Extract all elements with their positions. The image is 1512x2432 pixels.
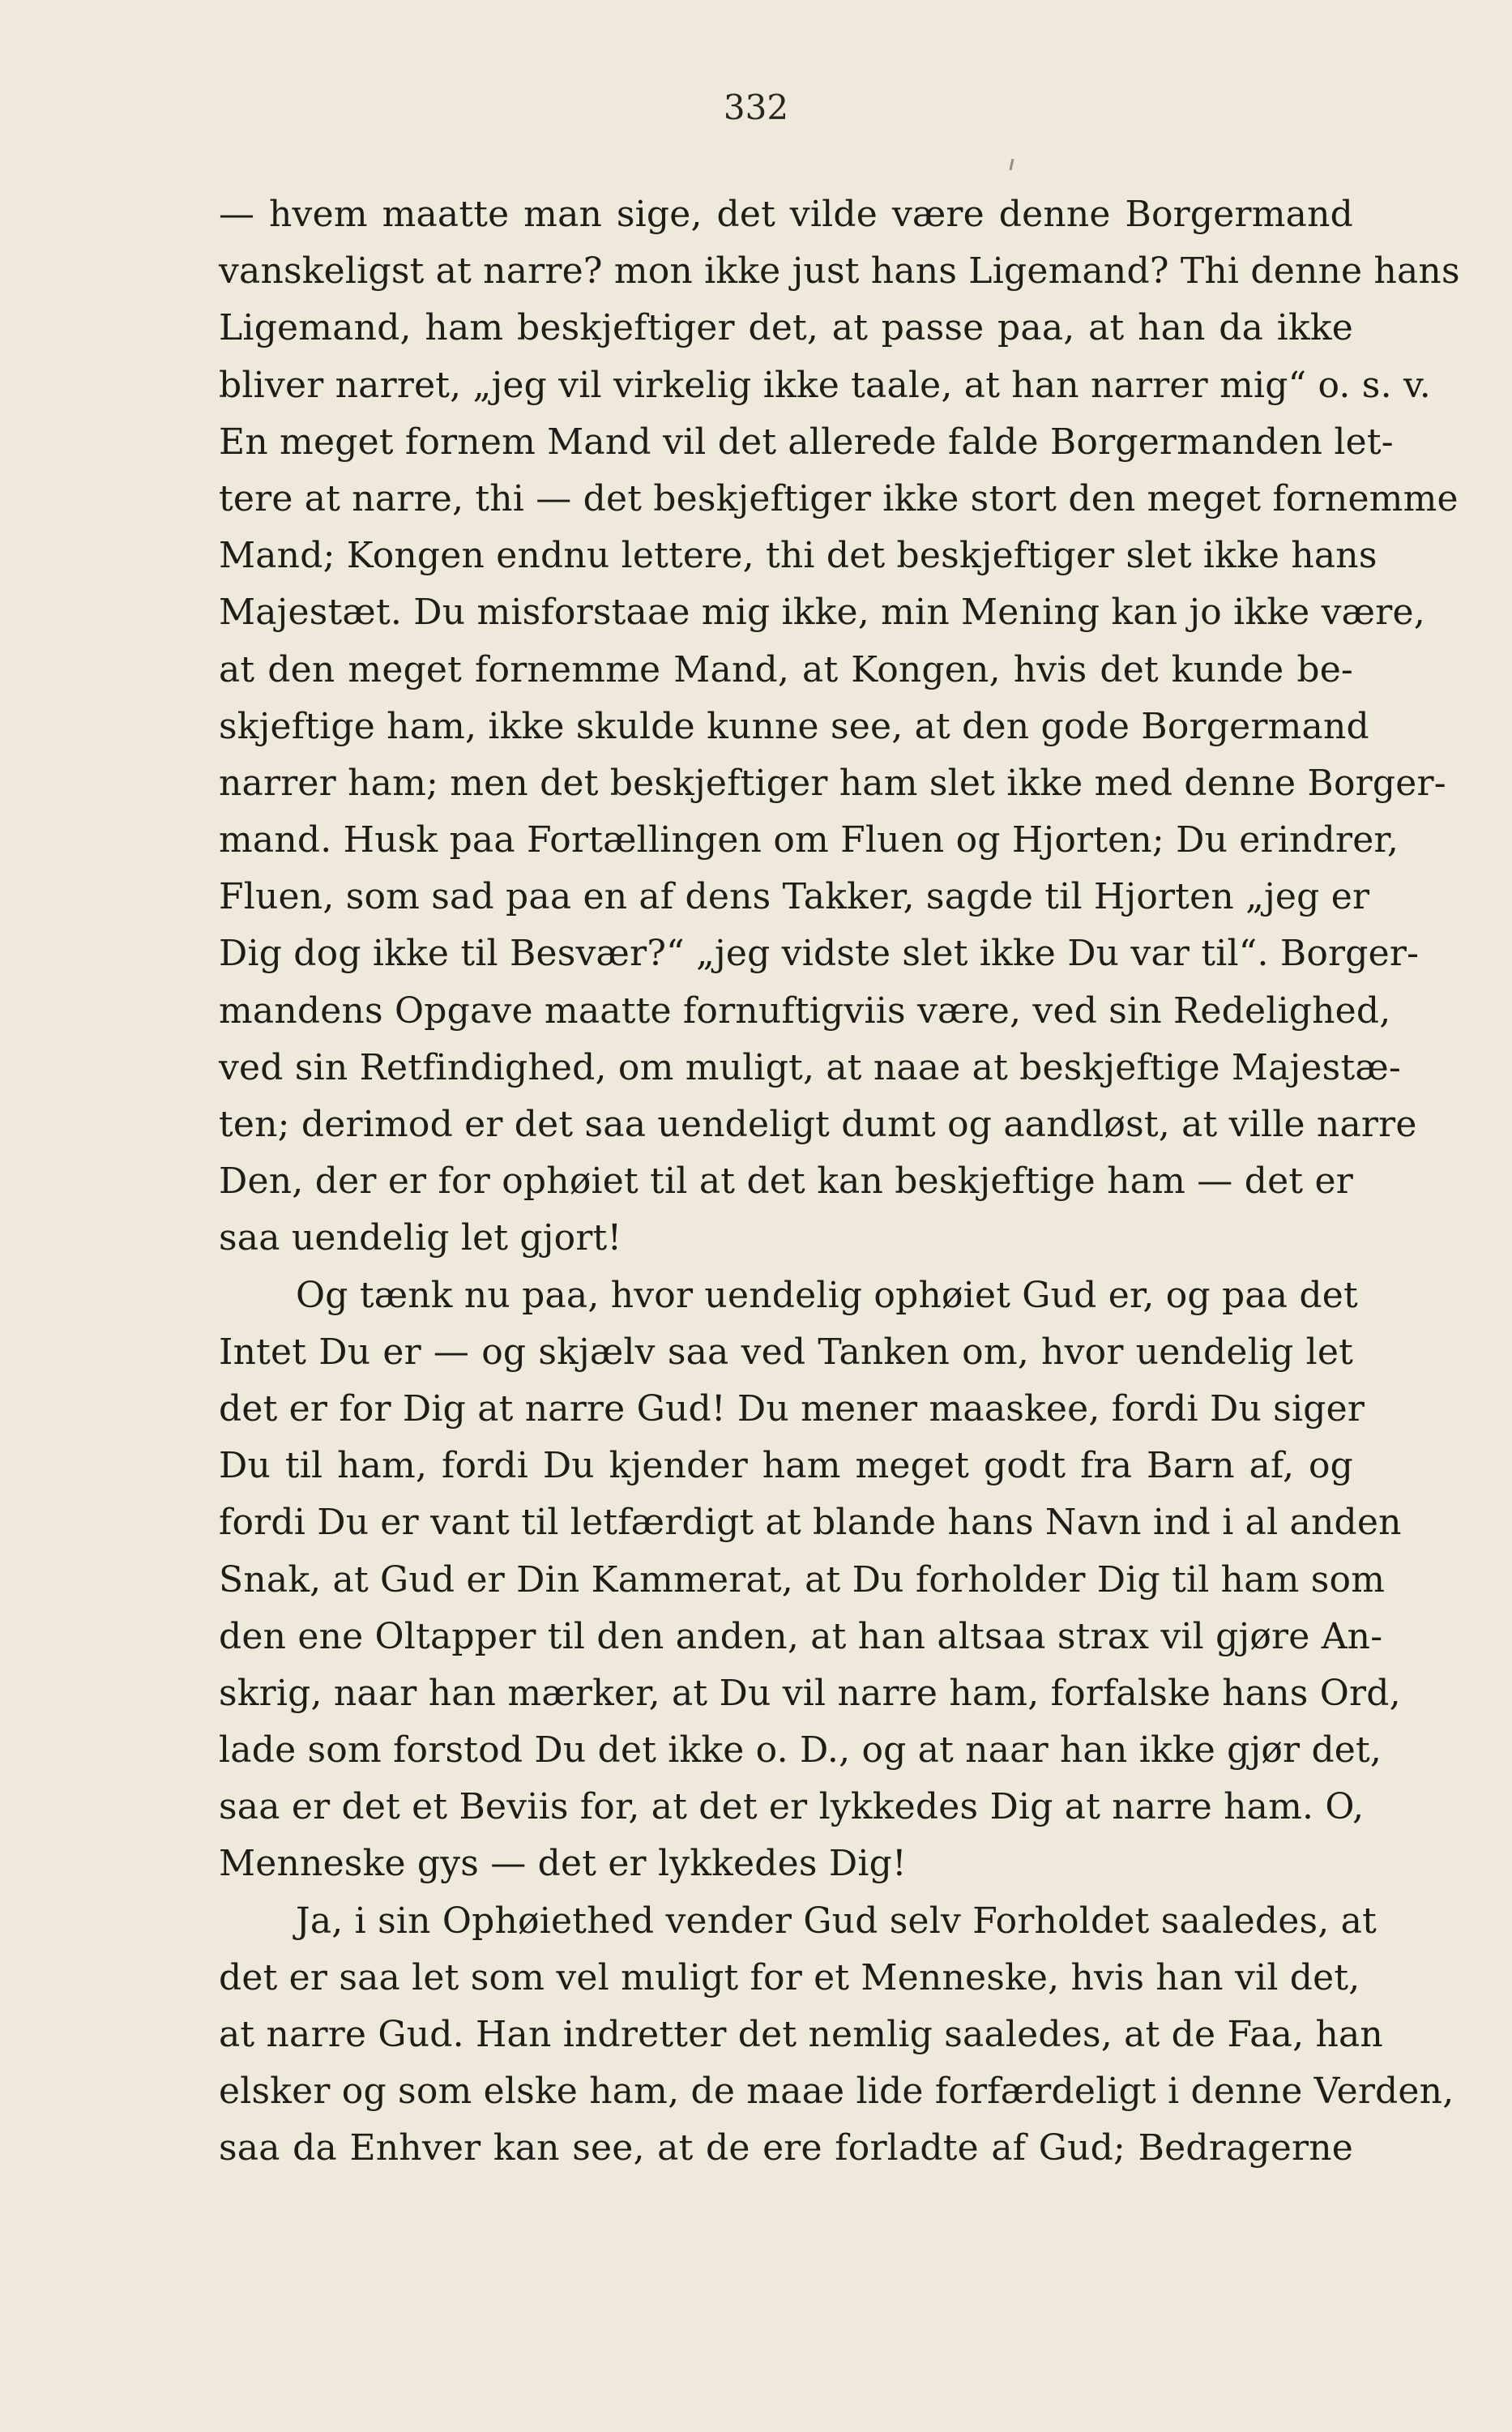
text-line: at narre Gud. Han indretter det nemlig saaledes, at de Faa, han xyxy=(219,2014,1383,2055)
text-line: Mand; Kongen endnu lettere, thi det beskjeftiger slet ikke hans xyxy=(219,535,1377,577)
text-line: Den, der er for ophøiet til at det kan beskjeftige ham — det er xyxy=(219,1160,1353,1203)
text-line: narrer ham; men det beskjeftiger ham slet ikke med denne Borger- xyxy=(219,762,1446,804)
text-line: lade som forstod Du det ikke o. D., og at naar han ikke gjør det, xyxy=(219,1729,1382,1772)
ink-mark xyxy=(1010,159,1014,170)
text-line: Snak, at Gud er Din Kammerat, at Du forholder Dig til ham som xyxy=(219,1558,1386,1601)
text-line: Majestæt. Du misforstaae mig ikke, min Mening kan jo ikke være, xyxy=(219,592,1425,634)
text-line: mandens Opgave maatte fornuftigviis være, ved sin Redelighed, xyxy=(219,989,1391,1032)
text-line: Fluen, som sad paa en af dens Takker, sagde til Hjorten „jeg er xyxy=(219,876,1370,918)
text-line: ten; derimod er det saa uendeligt dumt og aandløst, at ville narre xyxy=(219,1104,1417,1145)
text-line: bliver narret, „jeg vil virkelig ikke taale, at han narrer mig“ o. s. v. xyxy=(219,364,1431,406)
text-line: saa da Enhver kan see, at de ere forladte af Gud; Bedragerne xyxy=(219,2127,1353,2169)
text-line: elsker og som elske ham, de maae lide forfærdeligt i denne Verden, xyxy=(219,2071,1454,2113)
text-line: skrig, naar han mærker, at Du vil narre ham, forfalske hans Ord, xyxy=(219,1672,1401,1714)
text-line: den ene Oltapper til den anden, at han altsaa strax vil gjøre An- xyxy=(219,1615,1383,1657)
text-line: tere at narre, thi — det beskjeftiger ikke stort den meget fornemme xyxy=(219,477,1459,519)
paragraph-start-line: Og tænk nu paa, hvor uendelig ophøiet Gud er, og paa det xyxy=(296,1274,1358,1316)
text-line: Ligemand, ham beskjeftiger det, at passe paa, at han da ikke xyxy=(219,307,1353,349)
text-line: ved sin Retfindighed, om muligt, at naae at beskjeftige Majestæ- xyxy=(219,1046,1401,1088)
text-line: mand. Husk paa Fortællingen om Fluen og Hjorten; Du erindrer, xyxy=(219,819,1399,861)
text-line: Dig dog ikke til Besvær?“ „jeg vidste slet ikke Du var til“. Borger- xyxy=(219,933,1420,975)
body-text xyxy=(219,186,1460,2178)
text-line: Menneske gys — det er lykkedes Dig! xyxy=(219,1843,907,1885)
text-line: — hvem maatte man sige, det vilde være denne Borgermand xyxy=(219,194,1353,235)
text-line: saa uendelig let gjort! xyxy=(219,1217,622,1259)
page-number: 332 xyxy=(723,88,789,127)
paragraph-start-line: Ja, i sin Ophøiethed vender Gud selv Forholdet saaledes, at xyxy=(296,1900,1377,1942)
text-line: Intet Du er — og skjælv saa ved Tanken om, hvor uendelig let xyxy=(219,1331,1353,1373)
text-line: En meget fornem Mand vil det allerede falde Borgermanden let- xyxy=(219,421,1394,463)
text-line: Du til ham, fordi Du kjender ham meget godt fra Barn af, og xyxy=(219,1445,1353,1487)
text-line: at den meget fornemme Mand, at Kongen, hvis det kunde be- xyxy=(219,648,1353,690)
text-line: skjeftige ham, ikke skulde kunne see, at den gode Borgermand xyxy=(219,705,1369,747)
text-line: det er for Dig at narre Gud! Du mener maaskee, fordi Du siger xyxy=(219,1387,1365,1430)
text-line: det er saa let som vel muligt for et Menneske, hvis han vil det, xyxy=(219,1956,1360,1998)
text-line: saa er det et Beviis for, at det er lykkedes Dig at narre ham. O, xyxy=(219,1786,1365,1828)
text-line: fordi Du er vant til letfærdigt at blande hans Navn ind i al anden xyxy=(219,1502,1402,1544)
text-line: vanskeligst at narre? mon ikke just hans Ligemand? Thi denne hans xyxy=(219,250,1460,293)
